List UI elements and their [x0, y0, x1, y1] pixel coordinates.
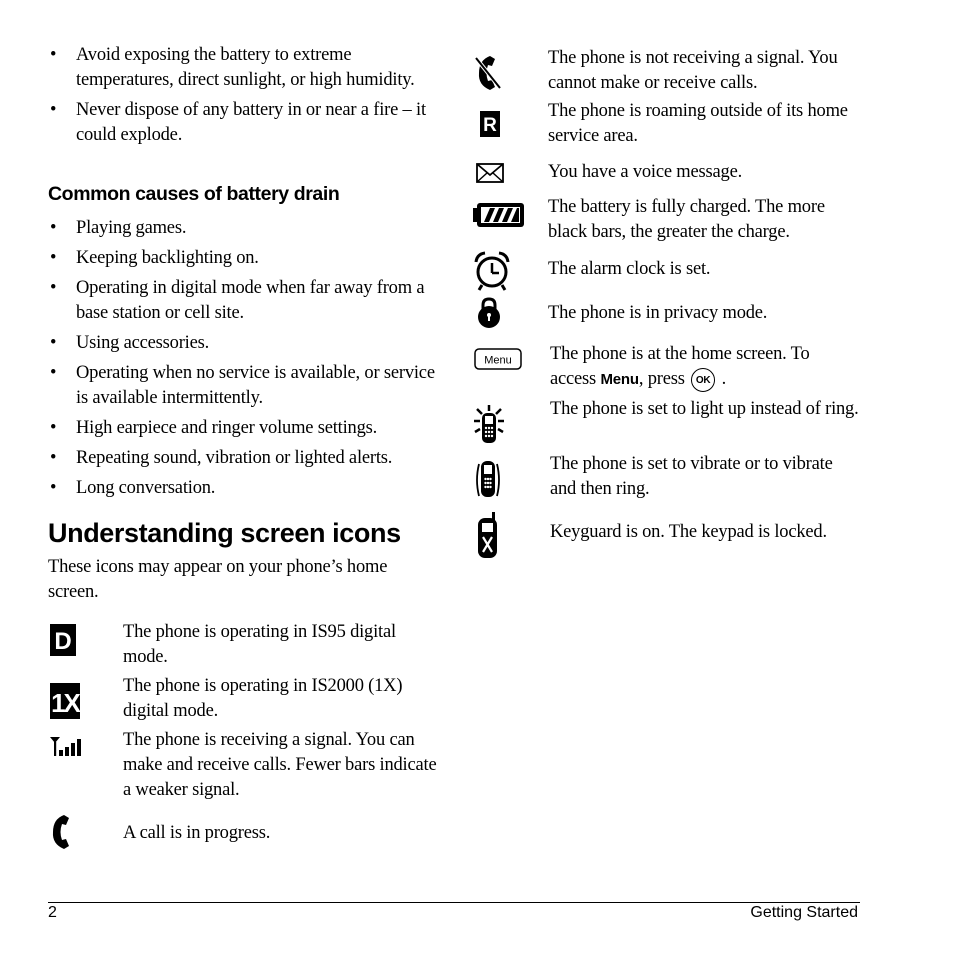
list-item: • Repeating sound, vibration or lighted alerts. [48, 446, 438, 471]
list-item: • Never dispose of any battery in or near a fire – it could explode. [48, 98, 438, 148]
list-item: • Operating when no service is available, or service is available intermittently. [48, 361, 438, 411]
svg-text:Menu: Menu [484, 354, 512, 367]
call-in-progress-icon [52, 814, 70, 855]
icon-description: The phone is operating in IS2000 (1X) digital mode. [123, 676, 403, 721]
icon-description: The phone is at the home screen. To access Menu, press OK . [550, 342, 850, 392]
battery-tips-list [48, 43, 438, 148]
icon-description: The phone is receiving a signal. You can make and receive calls. Fewer bars indicate a weaker signal. [123, 730, 437, 800]
list-item: • Operating in digital mode when far away from a base station or cell site. [48, 276, 438, 326]
vibrate-phone-icon [474, 458, 502, 507]
roaming-r-icon [480, 111, 500, 142]
section-intro: These icons may appear on your phone’s home screen. [48, 557, 388, 602]
list-item: • Using accessories. [48, 331, 438, 356]
icon-description: The alarm clock is set. [548, 259, 711, 279]
icon-description: The phone is in privacy mode. [548, 303, 768, 323]
drain-heading: Common causes of battery drain [48, 183, 340, 205]
icon-description: The phone is set to light up instead of ring. [550, 399, 859, 419]
list-item: • Long conversation. [48, 476, 438, 501]
page-number: 2 [48, 904, 57, 921]
alarm-clock-icon [473, 251, 511, 296]
battery-icon [473, 202, 525, 233]
icon-description: The battery is fully charged. The more black bars, the greater the charge. [548, 197, 825, 242]
keyguard-phone-icon [475, 512, 501, 565]
icon-description: The phone is operating in IS95 digital mode. [123, 622, 396, 667]
1x-icon [50, 683, 80, 724]
menu-keyword: Menu [600, 371, 639, 388]
menu-softkey-icon [474, 348, 522, 375]
footer-rule [48, 902, 860, 903]
icon-description: Keyguard is on. The keypad is locked. [550, 522, 827, 542]
list-item: • Playing games. [48, 216, 438, 241]
icon-description: The phone is roaming outside of its home service area. [548, 101, 848, 146]
list-item: • Avoid exposing the battery to extreme temperatures, direct sunlight, or high humidity. [48, 43, 438, 93]
signal-bars-icon [50, 736, 82, 761]
svg-text:D: D [54, 628, 72, 655]
list-item: • Keeping backlighting on. [48, 246, 438, 271]
icon-description: The phone is set to vibrate or to vibrate and then ring. [550, 454, 833, 499]
section-name: Getting Started [750, 904, 858, 921]
no-signal-icon [474, 54, 504, 97]
privacy-lock-icon [477, 297, 501, 334]
voice-message-envelope-icon [476, 163, 504, 188]
svg-text:R: R [483, 115, 497, 136]
ok-key-icon: OK [691, 368, 715, 392]
icon-description: A call is in progress. [123, 823, 271, 843]
icon-description: You have a voice message. [548, 162, 743, 182]
drain-causes-list [48, 216, 438, 501]
icon-description: The phone is not receiving a signal. You cannot make or receive calls. [548, 48, 838, 93]
digital-d-icon [50, 624, 76, 661]
list-item: • High earpiece and ringer volume settings. [48, 416, 438, 441]
section-title: Understanding screen icons [48, 518, 401, 548]
light-up-phone-icon [474, 405, 504, 450]
svg-text:1X: 1X [51, 688, 79, 718]
